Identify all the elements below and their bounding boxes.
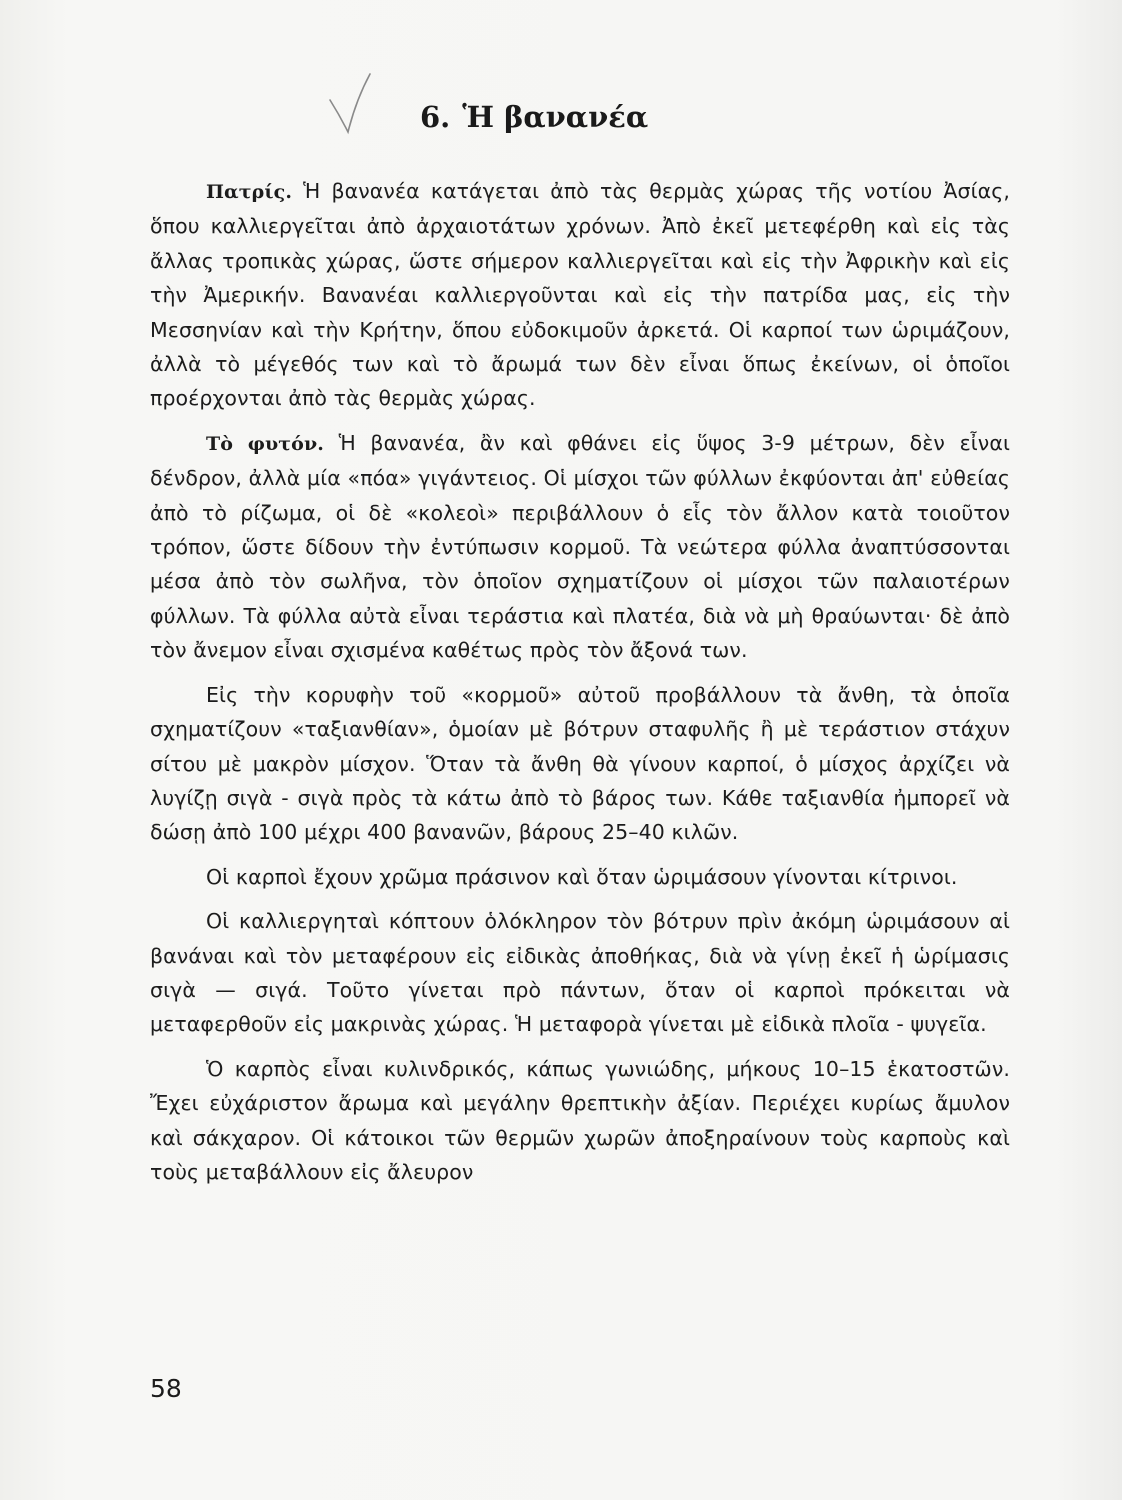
- section-text: Ἡ βανανέα, ἂν καὶ φθάνει εἰς ὕψος 3-9 μέτρων, δὲν εἶναι δένδρον, ἀλλὰ μία «πόα» γιγάντειος. Οἱ μίσχοι τῶν φύλλων ἐκφύονται ἀπ' εὐθείας ἀπὸ τὸ ρίζωμα, οἱ δὲ «κολεοὶ» περιβάλλουν ὁ εἷς τὸν ἄλλον κατὰ τοιοῦτον τρόπον, ὥστε δίδουν τὴν ἐντύπωσιν κορμοῦ. Τὰ νεώτερα φύλλα ἀναπτύσσονται μέσα ἀπὸ τὸν σωλῆνα, τὸν ὁποῖον σχηματίζουν οἱ μίσχοι τῶν παλαιοτέρων φύλλων. Τὰ φύλλα αὐτὰ εἶναι τεράστια καὶ πλατέα, διὰ νὰ μὴ θραύωνται· δὲ ἀπὸ τὸν ἄνεμον εἶναι σχισμένα καθέτως πρὸς τὸν ἄξονά των.: [150, 430, 1010, 663]
- paragraph: Εἰς τὴν κορυφὴν τοῦ «κορμοῦ» αὐτοῦ προβάλλουν τὰ ἄνθη, τὰ ὁποῖα σχηματίζουν «ταξιανθίαν», ὁμοίαν μὲ βότρυν σταφυλῆς ἢ μὲ τεράστιον στάχυν σίτου μὲ μακρὸν μίσχον. Ὅταν τὰ ἄνθη θὰ γίνουν καρποί, ὁ μίσχος ἀρχίζει νὰ λυγίζῃ σιγὰ - σιγὰ πρὸς τὰ κάτω ἀπὸ τὸ βάρος των. Κάθε ταξιανθία ἠμπορεῖ νὰ δώσῃ ἀπὸ 100 μέχρι 400 βανανῶν, βάρους 25–40 κιλῶν.: [150, 682, 1010, 845]
- paragraph-patris: [150, 174, 1010, 416]
- paragraph-fyton: [150, 426, 1010, 668]
- paragraph: Οἱ καρποὶ ἔχουν χρῶμα πράσινον καὶ ὅταν ὡριμάσουν γίνονται κίτρινοι.: [206, 864, 958, 889]
- section-text: Ἡ βανανέα κατάγεται ἀπὸ τὰς θερμὰς χώρας τῆς νοτίου Ἀσίας, ὅπου καλλιεργεῖται ἀπὸ ἀρχαιοτάτων χρόνων. Ἀπὸ ἐκεῖ μετεφέρθη καὶ εἰς τὰς ἄλλας τροπικὰς χώρας, ὥστε σήμερον καλλιεργεῖται καὶ εἰς τὴν Ἀφρικὴν καὶ εἰς τὴν Ἀμερικήν. Βανανέαι καλλιεργοῦνται καὶ εἰς τὴν πατρίδα μας, εἰς τὴν Μεσσηνίαν καὶ τὴν Κρήτην, ὅπου εὐδοκιμοῦν ἀρκετά. Οἱ καρποί των ὡριμάζουν, ἀλλὰ τὸ μέγεθός των καὶ τὸ ἄρωμά των δὲν εἶναι ὅπως ἐκείνων, οἱ ὁποῖοι προέρχονται ἀπὸ τὰς θερμὰς χώρας.: [150, 179, 1010, 411]
- paragraph: Οἱ καλλιεργηταὶ κόπτουν ὁλόκληρον τὸν βότρυν πρὶν ἀκόμη ὡριμάσουν αἱ βανάναι καὶ τὸν μεταφέρουν εἰς εἰδικὰς ἀποθήκας, διὰ νὰ γίνῃ ἐκεῖ ἡ ὡρίμασις σιγὰ — σιγά. Τοῦτο γίνεται πρὸ πάντων, ὅταν οἱ καρποὶ πρόκειται νὰ μεταφερθοῦν εἰς μακρινὰς χώρας. Ἡ μεταφορὰ γίνεται μὲ εἰδικὰ πλοῖα - ψυγεῖα.: [150, 909, 1010, 1037]
- title-number: 6.: [420, 100, 451, 134]
- handwritten-checkmark-icon: [326, 70, 376, 136]
- section-lead: Τὸ φυτόν.: [206, 432, 324, 455]
- section-lead: Πατρίς.: [206, 181, 293, 203]
- page-title: [420, 100, 648, 134]
- paragraph: Ὁ καρπὸς εἶναι κυλινδρικός, κάπως γωνιώδης, μήκους 10–15 ἑκατοστῶν. Ἔχει εὐχάριστον ἄρωμα καὶ μεγάλην θρεπτικὴν ἀξίαν. Περιέχει κυρίως ἄμυλον καὶ σάκχαρον. Οἱ κάτοικοι τῶν θερμῶν χωρῶν ἀποξηραίνουν τοὺς καρποὺς καὶ τοὺς μεταβάλλουν εἰς ἄλευρον: [150, 1056, 1010, 1184]
- page-number: 58: [150, 1374, 182, 1403]
- title-text: Ἡ βανανέα: [462, 100, 649, 134]
- body-text: [150, 174, 1010, 1189]
